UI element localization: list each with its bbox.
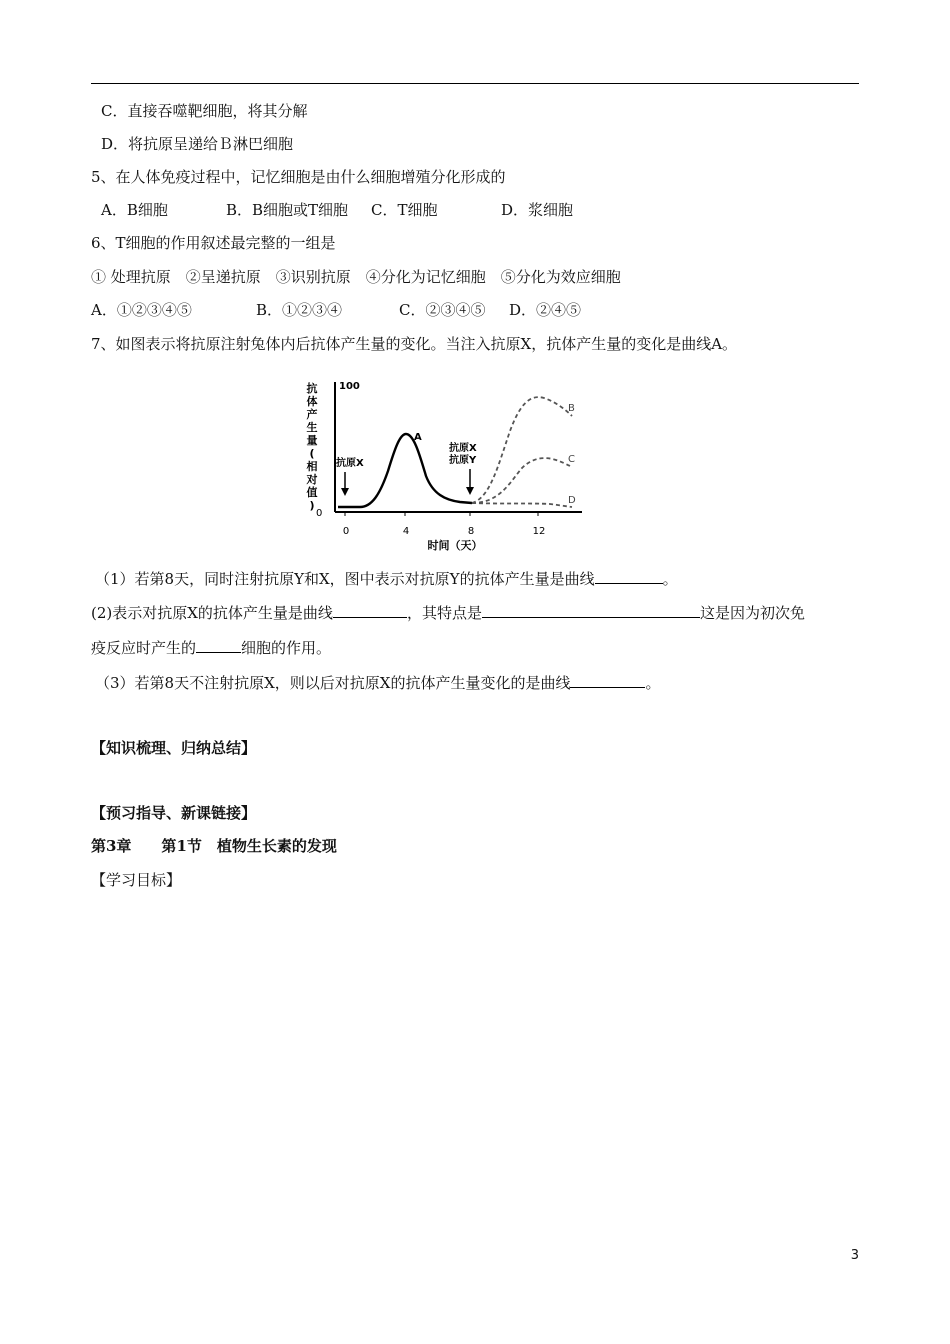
sub-question-1	[95, 567, 678, 589]
page-number: 3	[850, 1248, 859, 1263]
annotation-antigen-x-day8: 抗原X	[449, 443, 477, 454]
option-c: C．直接吞噬靶细胞，将其分解	[101, 102, 308, 120]
q5-option-b: B．B细胞或T细胞	[226, 201, 349, 219]
curve-c	[472, 458, 570, 503]
answer-blank-1[interactable]	[595, 567, 663, 584]
curve-d	[472, 503, 572, 507]
antibody-figure	[300, 376, 600, 556]
curve-label-a: A	[414, 432, 422, 443]
annotation-antigen-x-day0: 抗原X	[336, 458, 364, 469]
ylabel-char: 相	[306, 460, 318, 473]
option-d: D．将抗原呈递给Ｂ淋巴细胞	[101, 135, 294, 153]
ylabel-char: )	[309, 499, 315, 512]
curve-label-b: B	[568, 403, 575, 414]
curve-b	[472, 397, 572, 503]
chapter-heading: 第3章 第1节 植物生长素的发现	[91, 837, 337, 855]
ylabel-char: 对	[306, 473, 318, 486]
curve-label-d: D	[568, 495, 576, 506]
sub3-end: 。	[645, 674, 661, 692]
question-5: 5、在人体免疫过程中，记忆细胞是由什么细胞增殖分化形成的	[91, 168, 506, 186]
section-knowledge-summary: 【知识梳理、归纳总结】	[91, 739, 257, 757]
sub1-end: 。	[662, 570, 678, 588]
ylabel-char: 抗	[306, 382, 318, 395]
arrow-head-day0	[341, 488, 349, 496]
x-tick-label: 0	[342, 526, 350, 537]
q6-option-d: D．②④⑤	[509, 301, 582, 319]
sub-question-2-cont	[91, 636, 331, 658]
q5-option-d: D．浆细胞	[501, 201, 574, 219]
ylabel-char: 量	[306, 434, 318, 447]
annotation-antigen-y-day8: 抗原Y	[449, 455, 477, 466]
question-7: 7、如图表示将抗原注射兔体内后抗体产生量的变化。当注入抗原X，抗体产生量的变化是曲线A。	[91, 335, 738, 353]
section-preview-guide: 【预习指导、新课链接】	[91, 804, 257, 822]
answer-blank-3[interactable]	[570, 671, 645, 688]
header-rule	[91, 83, 859, 84]
question-5-options	[101, 200, 573, 220]
answer-blank-2a[interactable]	[333, 601, 407, 618]
q5-option-a: A．B细胞	[101, 201, 168, 219]
question-6: 6、T细胞的作用叙述最完整的一组是	[91, 234, 336, 252]
y-zero-label: 0	[316, 508, 323, 519]
x-tick-label: 8	[467, 526, 475, 537]
q6-option-c: C．②③④⑤	[399, 301, 486, 319]
sub2-text-a: (2)表示对抗原X的抗体产生量是曲线	[91, 604, 333, 622]
question-6-items: ① 处理抗原 ②呈递抗原 ③识别抗原 ④分化为记忆细胞 ⑤分化为效应细胞	[91, 268, 621, 286]
ylabel-char: 生	[306, 421, 318, 434]
x-axis-label: 时间（天）	[427, 539, 483, 552]
question-6-options	[91, 300, 581, 320]
sub2-text-c: 这是因为初次免	[699, 604, 805, 622]
curve-label-c: C	[568, 454, 575, 465]
ylabel-char: 体	[306, 395, 318, 408]
answer-blank-2c[interactable]	[196, 636, 241, 653]
x-tick-label: 4	[402, 526, 410, 537]
sub2-text-b: ，其特点是	[406, 604, 482, 622]
x-tick-label: 12	[532, 526, 546, 537]
y-axis-label	[306, 381, 318, 512]
y-max-label: 100	[339, 381, 360, 392]
sub2-text-e: 细胞的作用。	[241, 639, 332, 657]
q6-option-a: A．①②③④⑤	[91, 301, 192, 319]
learning-goals-heading: 【学习目标】	[91, 871, 182, 889]
sub1-text: （1）若第8天，同时注射抗原Y和X，图中表示对抗原Y的抗体产生量是曲线	[95, 570, 595, 588]
sub2-text-d: 疫反应时产生的	[91, 639, 197, 657]
answer-blank-2b[interactable]	[482, 601, 700, 618]
ylabel-char: 值	[306, 486, 318, 499]
q5-option-c: C．T细胞	[371, 201, 438, 219]
sub3-text: （3）若第8天不注射抗原X，则以后对抗原X的抗体产生量变化的是曲线	[95, 674, 571, 692]
sub-question-2	[91, 601, 805, 623]
q6-option-b: B．①②③④	[256, 301, 343, 319]
sub-question-3	[95, 671, 660, 693]
arrow-head-day8	[466, 487, 474, 495]
ylabel-char: (	[309, 447, 315, 460]
ylabel-char: 产	[306, 408, 318, 421]
